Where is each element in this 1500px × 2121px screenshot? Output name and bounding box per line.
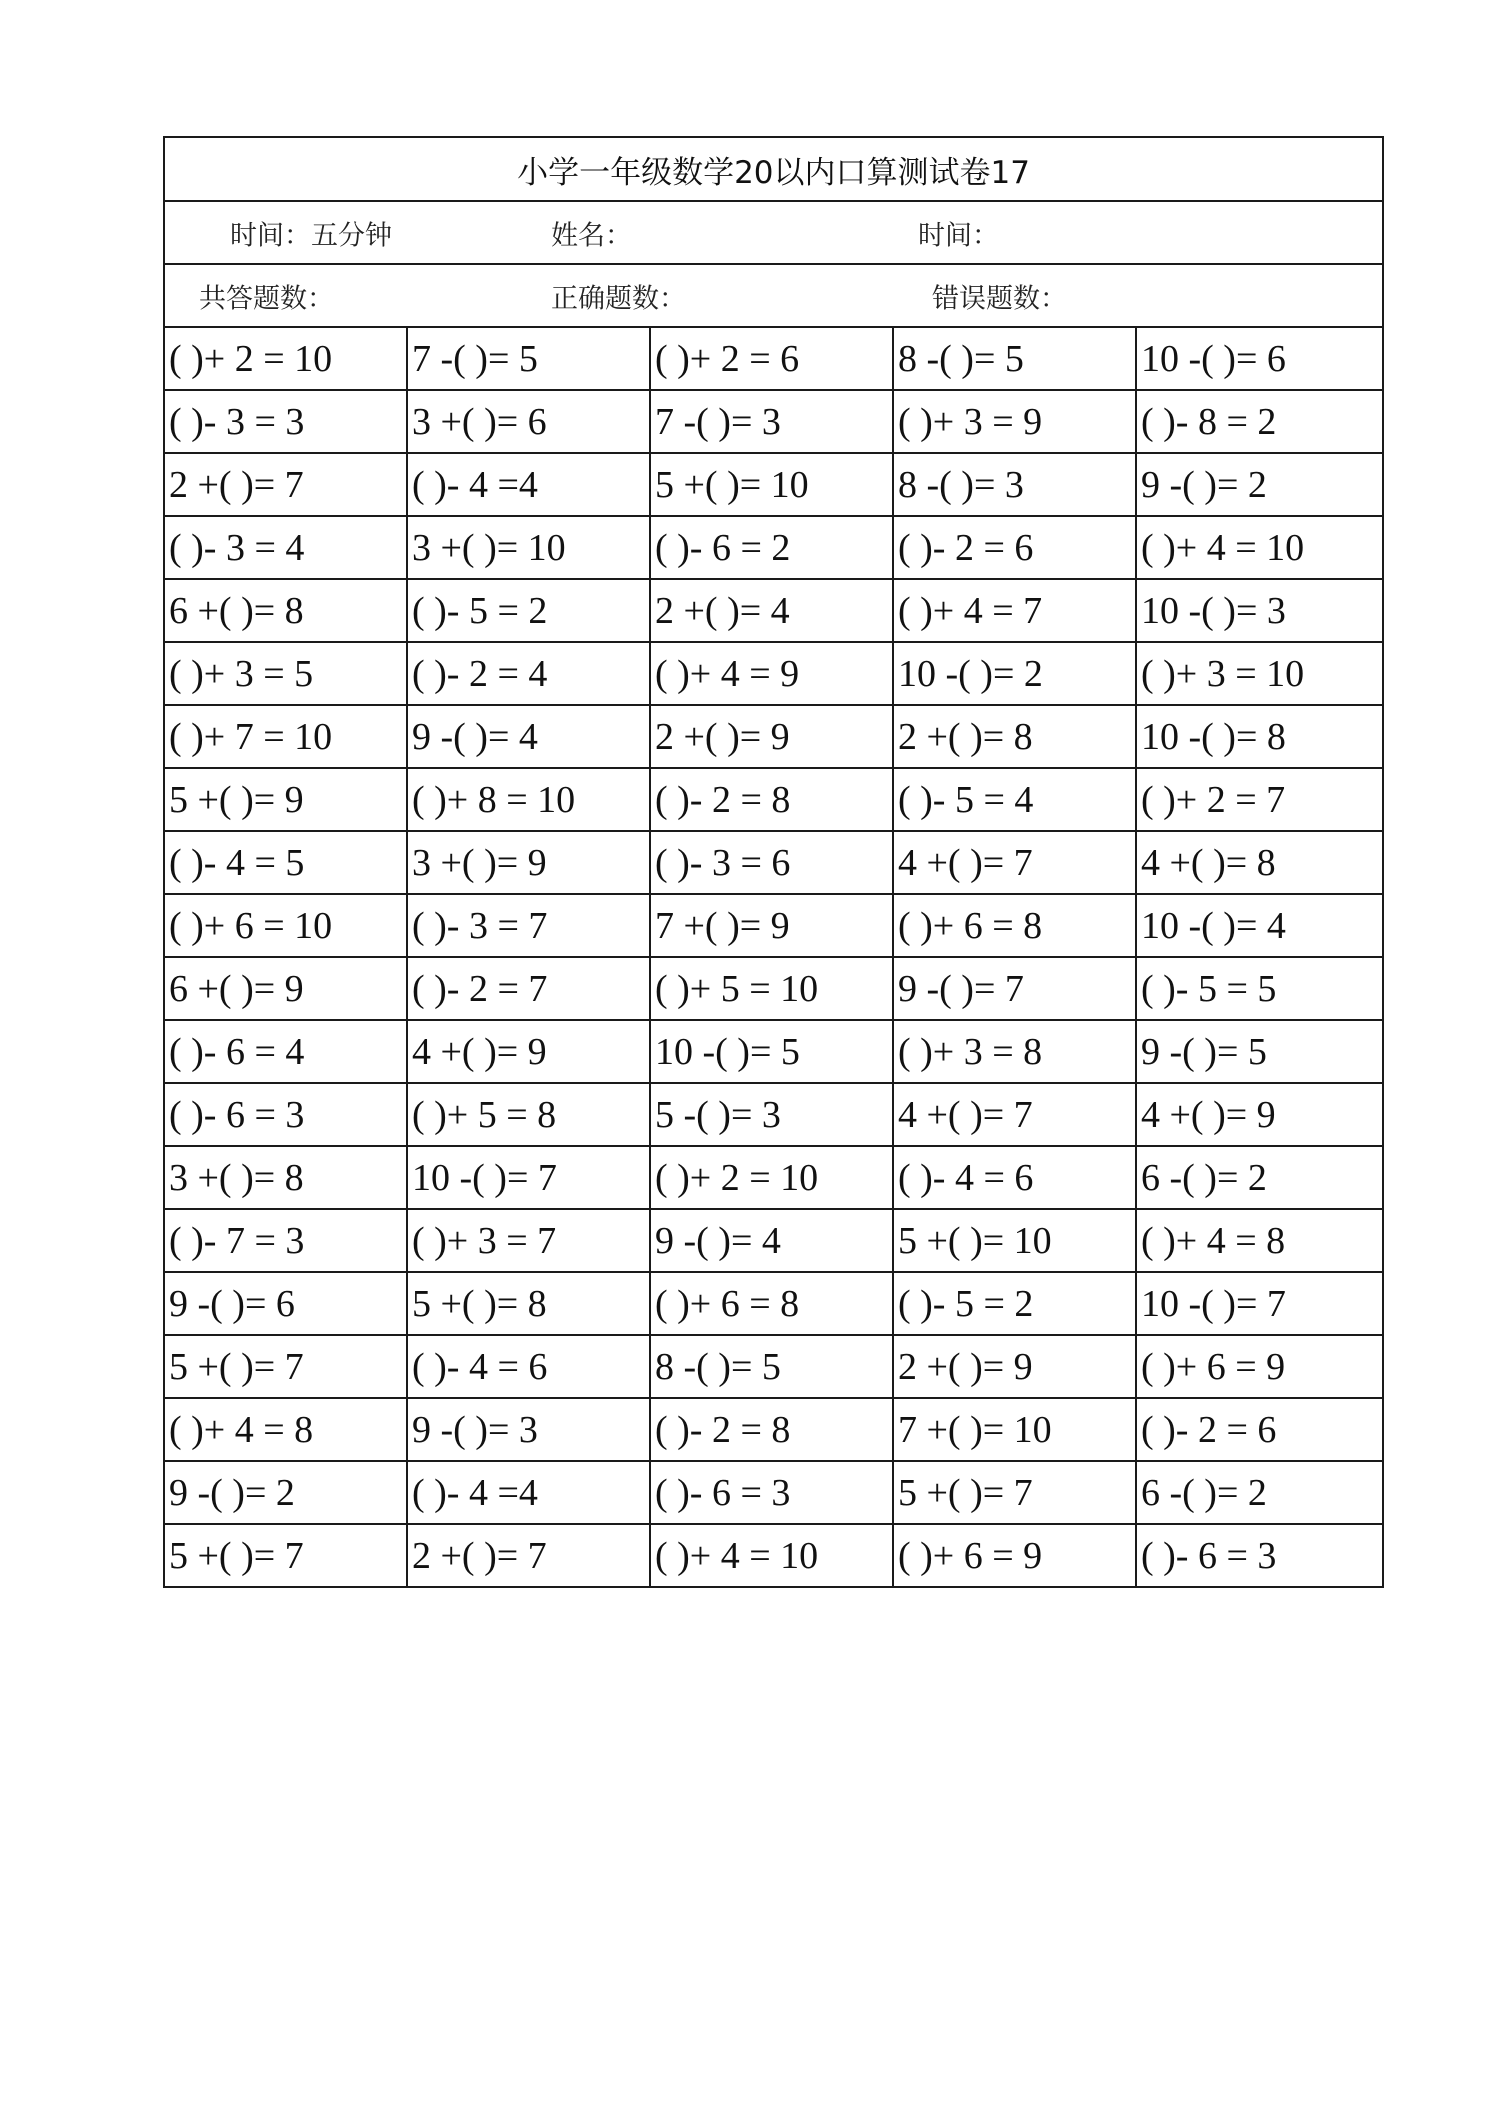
- question-cell: ( )- 6 = 3: [1136, 1524, 1383, 1587]
- question-row: [164, 642, 1383, 705]
- question-cell: 5 +( )= 10: [650, 453, 893, 516]
- question-cell: ( )- 6 = 3: [164, 1083, 407, 1146]
- question-cell: ( )+ 7 = 10: [164, 705, 407, 768]
- question-cell: 10 -( )= 4: [1136, 894, 1383, 957]
- question-cell: ( )+ 4 = 8: [1136, 1209, 1383, 1272]
- question-cell: 5 -( )= 3: [650, 1083, 893, 1146]
- info-row-1-cell: [164, 201, 1383, 264]
- question-cell: 9 -( )= 4: [650, 1209, 893, 1272]
- question-cell: ( )- 3 = 4: [164, 516, 407, 579]
- question-cell: 5 +( )= 9: [164, 768, 407, 831]
- question-cell: ( )- 2 = 8: [650, 1398, 893, 1461]
- question-cell: 2 +( )= 4: [650, 579, 893, 642]
- question-row: [164, 390, 1383, 453]
- question-cell: ( )+ 6 = 9: [1136, 1335, 1383, 1398]
- question-cell: ( )+ 6 = 8: [650, 1272, 893, 1335]
- question-cell: ( )- 4 =4: [407, 453, 650, 516]
- question-cell: 2 +( )= 9: [893, 1335, 1136, 1398]
- question-cell: 10 -( )= 6: [1136, 327, 1383, 390]
- question-cell: 7 -( )= 5: [407, 327, 650, 390]
- question-cell: 10 -( )= 7: [407, 1146, 650, 1209]
- question-row: [164, 957, 1383, 1020]
- question-row: [164, 1083, 1383, 1146]
- question-cell: 10 -( )= 7: [1136, 1272, 1383, 1335]
- question-cell: 8 -( )= 5: [893, 327, 1136, 390]
- question-cell: 6 +( )= 8: [164, 579, 407, 642]
- info-row-1: [164, 201, 1383, 264]
- question-cell: 9 -( )= 2: [164, 1461, 407, 1524]
- question-cell: ( )- 5 = 5: [1136, 957, 1383, 1020]
- question-cell: 4 +( )= 9: [1136, 1083, 1383, 1146]
- question-cell: ( )- 3 = 6: [650, 831, 893, 894]
- question-cell: 2 +( )= 7: [164, 453, 407, 516]
- wrong-count-label: 错误题数：: [932, 283, 1067, 314]
- question-cell: ( )+ 8 = 10: [407, 768, 650, 831]
- question-cell: ( )+ 4 = 10: [650, 1524, 893, 1587]
- question-cell: ( )- 4 =4: [407, 1461, 650, 1524]
- question-cell: 9 -( )= 6: [164, 1272, 407, 1335]
- worksheet-table: [163, 136, 1384, 1588]
- question-row: [164, 1020, 1383, 1083]
- question-cell: 9 -( )= 4: [407, 705, 650, 768]
- question-cell: ( )- 2 = 8: [650, 768, 893, 831]
- time-label: 时间：: [918, 220, 999, 251]
- question-cell: ( )+ 2 = 7: [1136, 768, 1383, 831]
- question-cell: 5 +( )= 8: [407, 1272, 650, 1335]
- info-row-2: [164, 264, 1383, 327]
- question-cell: ( )- 7 = 3: [164, 1209, 407, 1272]
- question-cell: ( )- 8 = 2: [1136, 390, 1383, 453]
- question-cell: ( )+ 2 = 10: [164, 327, 407, 390]
- question-cell: ( )+ 4 = 9: [650, 642, 893, 705]
- question-row: [164, 516, 1383, 579]
- title-row: [164, 137, 1383, 201]
- question-cell: 5 +( )= 7: [164, 1335, 407, 1398]
- correct-count-label: 正确题数：: [551, 283, 686, 314]
- question-row: [164, 1209, 1383, 1272]
- question-cell: ( )+ 6 = 8: [893, 894, 1136, 957]
- question-cell: ( )+ 4 = 10: [1136, 516, 1383, 579]
- question-cell: ( )+ 3 = 7: [407, 1209, 650, 1272]
- question-row: [164, 1461, 1383, 1524]
- question-cell: ( )- 3 = 7: [407, 894, 650, 957]
- question-cell: ( )- 2 = 4: [407, 642, 650, 705]
- question-cell: ( )- 2 = 6: [893, 516, 1136, 579]
- question-cell: 2 +( )= 7: [407, 1524, 650, 1587]
- question-cell: 7 -( )= 3: [650, 390, 893, 453]
- question-cell: 3 +( )= 8: [164, 1146, 407, 1209]
- question-cell: 10 -( )= 2: [893, 642, 1136, 705]
- question-cell: 9 -( )= 3: [407, 1398, 650, 1461]
- question-cell: 7 +( )= 10: [893, 1398, 1136, 1461]
- question-cell: ( )- 6 = 4: [164, 1020, 407, 1083]
- question-cell: 4 +( )= 9: [407, 1020, 650, 1083]
- question-row: [164, 1272, 1383, 1335]
- question-cell: 5 +( )= 10: [893, 1209, 1136, 1272]
- question-cell: ( )- 2 = 7: [407, 957, 650, 1020]
- question-cell: 3 +( )= 10: [407, 516, 650, 579]
- question-cell: ( )+ 3 = 8: [893, 1020, 1136, 1083]
- question-cell: 3 +( )= 6: [407, 390, 650, 453]
- question-row: [164, 705, 1383, 768]
- question-cell: ( )+ 2 = 10: [650, 1146, 893, 1209]
- question-cell: ( )- 4 = 6: [407, 1335, 650, 1398]
- question-cell: 5 +( )= 7: [164, 1524, 407, 1587]
- question-cell: 10 -( )= 8: [1136, 705, 1383, 768]
- worksheet-title: 小学一年级数学20以内口算测试卷17: [164, 137, 1383, 201]
- question-cell: 4 +( )= 7: [893, 831, 1136, 894]
- question-cell: 8 -( )= 3: [893, 453, 1136, 516]
- worksheet-body: [164, 137, 1383, 1587]
- question-cell: 6 -( )= 2: [1136, 1146, 1383, 1209]
- question-cell: 4 +( )= 7: [893, 1083, 1136, 1146]
- question-cell: ( )- 6 = 2: [650, 516, 893, 579]
- question-cell: ( )+ 3 = 5: [164, 642, 407, 705]
- question-cell: 6 -( )= 2: [1136, 1461, 1383, 1524]
- question-cell: ( )+ 5 = 10: [650, 957, 893, 1020]
- question-cell: ( )+ 3 = 9: [893, 390, 1136, 453]
- question-cell: ( )+ 4 = 8: [164, 1398, 407, 1461]
- question-row: [164, 894, 1383, 957]
- question-row: [164, 1398, 1383, 1461]
- question-row: [164, 768, 1383, 831]
- question-cell: 9 -( )= 2: [1136, 453, 1383, 516]
- question-row: [164, 1335, 1383, 1398]
- question-cell: 5 +( )= 7: [893, 1461, 1136, 1524]
- question-cell: ( )- 4 = 5: [164, 831, 407, 894]
- question-cell: 6 +( )= 9: [164, 957, 407, 1020]
- question-cell: 4 +( )= 8: [1136, 831, 1383, 894]
- question-row: [164, 327, 1383, 390]
- question-cell: 9 -( )= 7: [893, 957, 1136, 1020]
- question-cell: ( )- 5 = 2: [893, 1272, 1136, 1335]
- question-cell: 10 -( )= 3: [1136, 579, 1383, 642]
- question-row: [164, 453, 1383, 516]
- question-cell: 2 +( )= 9: [650, 705, 893, 768]
- question-row: [164, 831, 1383, 894]
- question-cell: 3 +( )= 9: [407, 831, 650, 894]
- question-cell: ( )- 5 = 4: [893, 768, 1136, 831]
- question-cell: ( )- 4 = 6: [893, 1146, 1136, 1209]
- question-cell: ( )+ 6 = 10: [164, 894, 407, 957]
- question-cell: 8 -( )= 5: [650, 1335, 893, 1398]
- question-cell: ( )- 5 = 2: [407, 579, 650, 642]
- info-row-2-cell: [164, 264, 1383, 327]
- question-cell: ( )- 6 = 3: [650, 1461, 893, 1524]
- question-cell: ( )- 2 = 6: [1136, 1398, 1383, 1461]
- question-cell: ( )+ 3 = 10: [1136, 642, 1383, 705]
- question-cell: 10 -( )= 5: [650, 1020, 893, 1083]
- total-count-label: 共答题数：: [199, 283, 334, 314]
- question-cell: 2 +( )= 8: [893, 705, 1136, 768]
- name-label: 姓名：: [551, 220, 632, 251]
- question-cell: 7 +( )= 9: [650, 894, 893, 957]
- duration-label: 时间：五分钟: [230, 220, 392, 251]
- question-cell: 9 -( )= 5: [1136, 1020, 1383, 1083]
- question-cell: ( )+ 4 = 7: [893, 579, 1136, 642]
- question-row: [164, 1146, 1383, 1209]
- question-cell: ( )- 3 = 3: [164, 390, 407, 453]
- question-row: [164, 1524, 1383, 1587]
- question-cell: ( )+ 2 = 6: [650, 327, 893, 390]
- question-cell: ( )+ 5 = 8: [407, 1083, 650, 1146]
- question-row: [164, 579, 1383, 642]
- question-cell: ( )+ 6 = 9: [893, 1524, 1136, 1587]
